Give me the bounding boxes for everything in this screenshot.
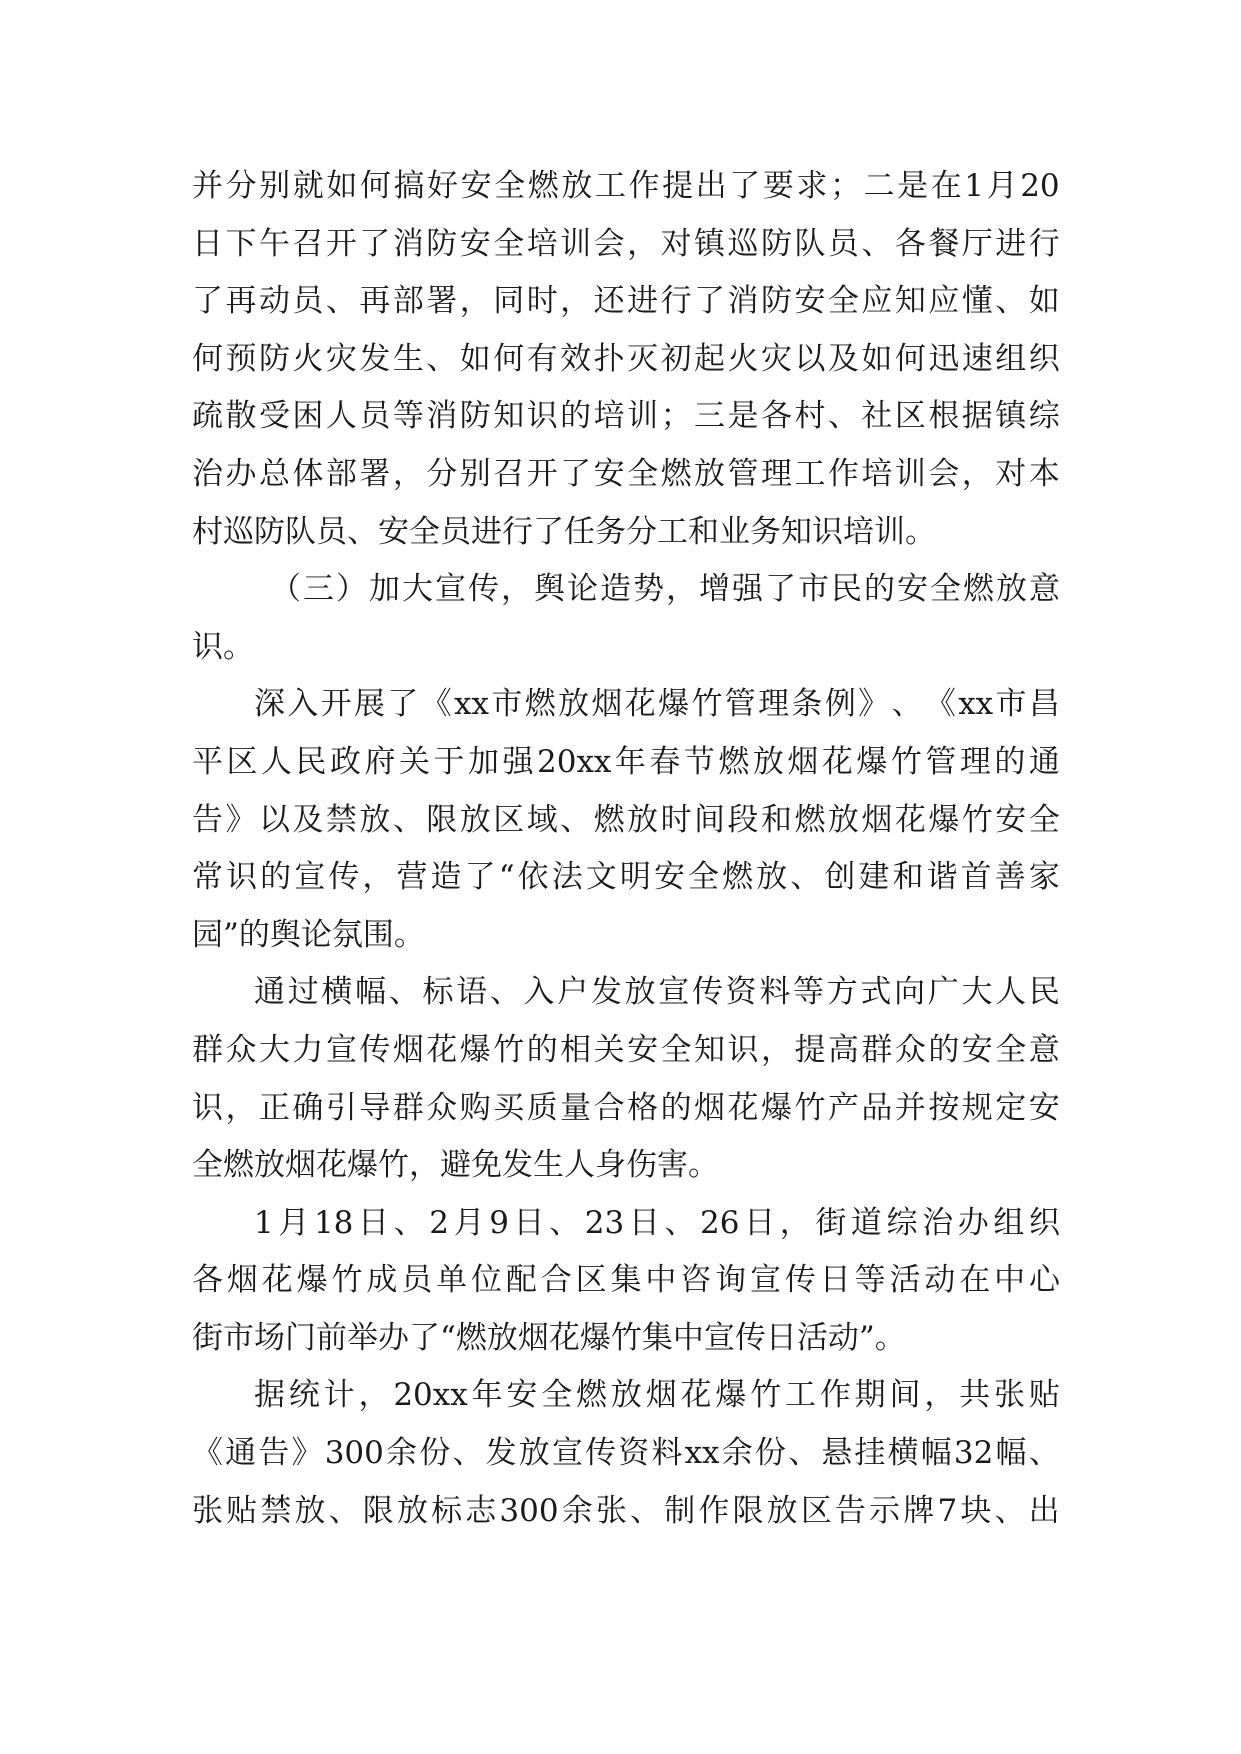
text-line: 村巡防队员、安全员进行了任务分工和业务知识培训。 xyxy=(192,513,936,550)
text-line: 识 ， 正 确 引 导 群 众 购 买 质 量 合 格 的 烟 花 爆 竹 产 品 并 按 规 定 安 xyxy=(192,1089,1060,1126)
text-line: 常 识 的 宣 传 ， 营 造 了 “ 依 法 文 明 安 全 燃 放 、 创 建 和 谐 首 善 家 xyxy=(192,859,1060,896)
text-line: 告 》 以 及 禁 放 、 限 放 区 域 、 燃 放 时 间 段 和 燃 放 烟 花 爆 竹 安 全 xyxy=(192,801,1060,838)
text-line: 《 通 告 》 300 余 份 、 发 放 宣 传 资 料 xx 余 份 、 悬 挂 横 幅 32 幅 、 xyxy=(192,1435,1060,1472)
text-line: 1 月 18 日 、 2 月 9 日 、 23 日 、 26 日 ， 街 道 综 治 办 组 织 xyxy=(254,1204,1060,1241)
text-line: 群 众 大 力 宣 传 烟 花 爆 竹 的 相 关 安 全 知 识 ， 提 高 群 众 的 安 全 意 xyxy=(192,1031,1060,1068)
text-line: 治 办 总 体 部 署 ， 分 别 召 开 了 安 全 燃 放 管 理 工 作 培 训 会 ， 对 本 xyxy=(192,455,1060,492)
text-line: 街市场门前举办了“燃放烟花爆竹集中宣传日活动”。 xyxy=(192,1319,906,1356)
text-line: 何 预 防 火 灾 发 生 、 如 何 有 效 扑 灭 初 起 火 灾 以 及 如 何 迅 速 组 织 xyxy=(192,340,1060,377)
text-line: 并 分 别 就 如 何 搞 好 安 全 燃 放 工 作 提 出 了 要 求 ； 二 是 在 1 月 20 xyxy=(192,168,1060,204)
text-line: 通 过 横 幅 、 标 语 、 入 户 发 放 宣 传 资 料 等 方 式 向 广 大 人 民 xyxy=(254,974,1060,1011)
text-line: 了 再 动 员 、 再 部 署 ， 同 时 ， 还 进 行 了 消 防 安 全 应 知 应 懂 、 如 xyxy=(192,283,1060,320)
text-line: 平 区 人 民 政 府 关 于 加 强 20xx 年 春 节 燃 放 烟 花 爆 竹 管 理 的 通 xyxy=(192,743,1060,780)
text-line: 张 贴 禁 放 、 限 放 标 志 300 余 张 、 制 作 限 放 区 告 示 牌 7 块 、 出 xyxy=(192,1492,1060,1529)
text-line: 疏 散 受 困 人 员 等 消 防 知 识 的 培 训 ； 三 是 各 村 、 社 区 根 据 镇 综 xyxy=(192,398,1060,435)
document-body xyxy=(192,158,1060,1540)
section-heading-line: （ 三 ） 加 大 宣 传 ， 舆 论 造 势 ， 增 强 了 市 民 的 安 全 燃 放 意 xyxy=(270,571,1060,608)
text-line: 园”的舆论氛围。 xyxy=(192,916,425,953)
text-line: 深 入 开 展 了 《 xx 市 燃 放 烟 花 爆 竹 管 理 条 例 》 、 《 xx 市 昌 xyxy=(254,686,1060,723)
text-line: 各 烟 花 爆 竹 成 员 单 位 配 合 区 集 中 咨 询 宣 传 日 等 活 动 在 中 心 xyxy=(192,1262,1060,1299)
text-line: 据 统 计 ， 20xx 年 安 全 燃 放 烟 花 爆 竹 工 作 期 间 ， 共 张 贴 xyxy=(254,1377,1060,1414)
section-heading-line: 识。 xyxy=(192,628,254,665)
text-line: 日 下 午 召 开 了 消 防 安 全 培 训 会 ， 对 镇 巡 防 队 员 、 各 餐 厅 进 行 xyxy=(192,225,1060,262)
text-line: 全燃放烟花爆竹，避免发生人身伤害。 xyxy=(192,1147,719,1184)
